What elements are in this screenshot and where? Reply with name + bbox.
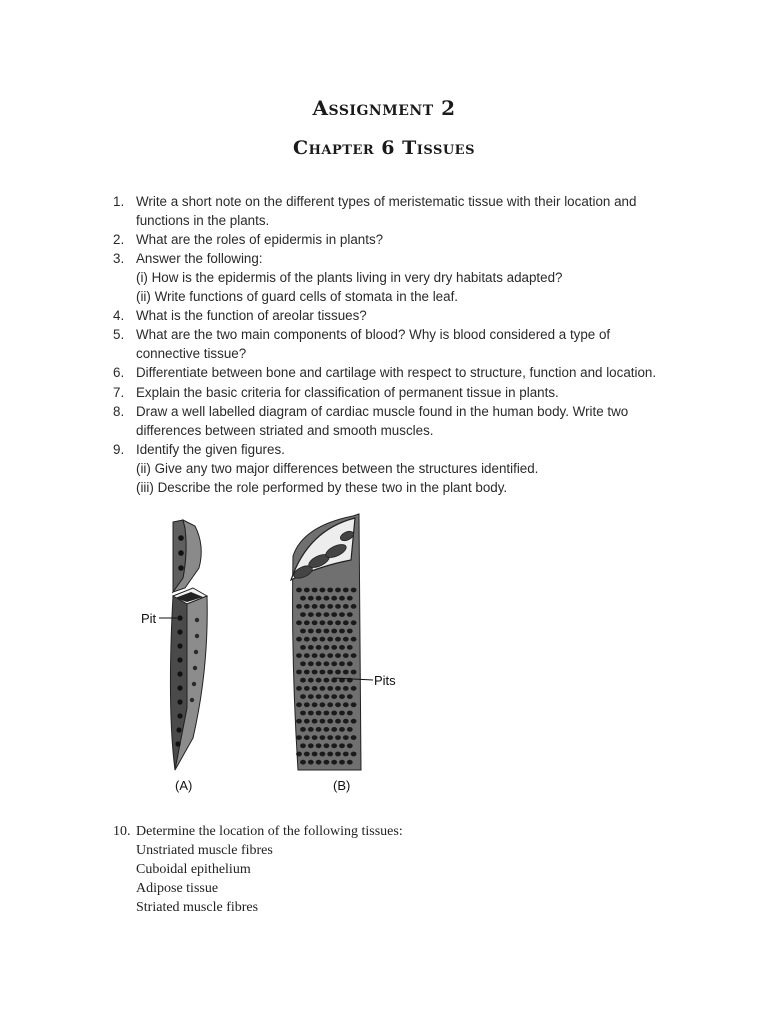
- vessel-pit: [335, 588, 341, 593]
- vessel-pit: [347, 727, 353, 732]
- vessel-pit: [351, 719, 357, 724]
- vessel-pit: [331, 694, 337, 699]
- vessel-pit: [312, 719, 318, 724]
- vessel-pit: [316, 760, 322, 765]
- vessel-pit: [331, 661, 337, 666]
- vessel-pit: [296, 604, 302, 609]
- vessel-pit: [327, 702, 333, 707]
- vessel-pit: [312, 637, 318, 642]
- vessel-pit: [343, 653, 349, 658]
- tissue-item: Cuboidal epithelium: [136, 862, 251, 877]
- vessel-pit: [308, 612, 314, 617]
- pit-label: Pit: [141, 611, 157, 626]
- vessel-pit: [327, 735, 333, 740]
- vessel-pit: [304, 604, 310, 609]
- vessel-pit: [335, 653, 341, 658]
- vessel-pit: [327, 686, 333, 691]
- vessel-pit: [312, 702, 318, 707]
- vessel-pit: [308, 743, 314, 748]
- vessel-pit: [331, 760, 337, 765]
- vessel-cell: [291, 514, 361, 770]
- vessel-pit: [339, 694, 345, 699]
- vessel-pit: [308, 661, 314, 666]
- vessel-pit: [339, 645, 345, 650]
- chapter-title: Chapter 6 Tissues: [293, 137, 475, 159]
- vessel-pit: [304, 735, 310, 740]
- question-number: 4.: [113, 308, 125, 323]
- vessel-pit: [304, 702, 310, 707]
- vessel-pit: [316, 711, 322, 716]
- vessel-pit: [312, 653, 318, 658]
- vessel-pit: [304, 653, 310, 658]
- vessel-pit: [320, 752, 326, 757]
- vessel-pit: [347, 629, 353, 634]
- question-subpart: (ii) Give any two major differences between the structures identified.: [136, 461, 539, 477]
- question-text: Differentiate between bone and cartilage with respect to structure, function and location.: [136, 365, 657, 380]
- vessel-pit: [300, 760, 306, 765]
- vessel-pit: [300, 727, 306, 732]
- question-number: 1.: [113, 194, 125, 209]
- vessel-pit: [316, 612, 322, 617]
- vessel-pit: [351, 752, 357, 757]
- vessel-pit: [320, 702, 326, 707]
- question-text: connective tissue?: [136, 346, 247, 362]
- vessel-pit: [343, 620, 349, 625]
- vessel-pit: [316, 678, 322, 683]
- vessel-pit: [331, 645, 337, 650]
- vessel-pit: [343, 670, 349, 675]
- vessel-pit: [327, 588, 333, 593]
- vessel-pit: [324, 743, 330, 748]
- vessel-pit: [351, 670, 357, 675]
- question-text: functions in the plants.: [136, 213, 270, 229]
- vessel-pit: [296, 686, 302, 691]
- assignment-title: Assignment 2: [312, 96, 456, 120]
- vessel-pit: [343, 752, 349, 757]
- question-number: 8.: [113, 404, 125, 419]
- vessel-pit: [351, 735, 357, 740]
- vessel-pit: [304, 620, 310, 625]
- vessel-pit: [320, 637, 326, 642]
- vessel-pit: [296, 653, 302, 658]
- question-number: 9.: [113, 442, 125, 457]
- vessel-pit: [324, 629, 330, 634]
- vessel-pit: [324, 727, 330, 732]
- vessel-pit: [304, 719, 310, 724]
- vessel-pit: [308, 629, 314, 634]
- caption-a: (A): [175, 778, 193, 793]
- vessel-pit: [351, 686, 357, 691]
- vessel-pit: [335, 719, 341, 724]
- vessel-pit: [308, 711, 314, 716]
- vessel-pit: [347, 645, 353, 650]
- vessel-pit: [296, 719, 302, 724]
- vessel-pit: [324, 661, 330, 666]
- vessel-pit: [339, 711, 345, 716]
- vessel-pit: [335, 702, 341, 707]
- vessel-pit: [316, 661, 322, 666]
- vessel-pit: [312, 686, 318, 691]
- vessel-pit: [320, 719, 326, 724]
- vessel-pit: [335, 686, 341, 691]
- caption-b: (B): [333, 778, 351, 793]
- vessel-pit: [335, 735, 341, 740]
- vessel-pit: [308, 727, 314, 732]
- vessel-pit: [300, 645, 306, 650]
- vessel-pit: [324, 612, 330, 617]
- vessel-pit: [335, 752, 341, 757]
- question-text: Identify the given figures.: [136, 442, 285, 457]
- vessel-pit: [304, 670, 310, 675]
- vessel-pit: [324, 678, 330, 683]
- vessel-pit: [316, 645, 322, 650]
- vessel-pit: [300, 694, 306, 699]
- vessel-pit: [308, 645, 314, 650]
- vessel-pit: [300, 629, 306, 634]
- vessel-pit: [343, 719, 349, 724]
- vessel-pit: [316, 727, 322, 732]
- vessel-pit: [316, 694, 322, 699]
- tracheid-top-fragment: [173, 520, 201, 592]
- vessel-pit: [351, 702, 357, 707]
- vessel-pit: [351, 653, 357, 658]
- vessel-pit: [343, 637, 349, 642]
- vessel-pit: [343, 686, 349, 691]
- vessel-pit: [312, 735, 318, 740]
- question-number: 10.: [113, 824, 131, 839]
- vessel-pit: [300, 661, 306, 666]
- vessel-pit: [351, 604, 357, 609]
- vessel-pit: [300, 711, 306, 716]
- vessel-pit: [320, 604, 326, 609]
- vessel-pit: [339, 760, 345, 765]
- vessel-pit: [339, 743, 345, 748]
- vessel-pit: [324, 596, 330, 601]
- question-subpart: (i) How is the epidermis of the plants living in very dry habitats adapted?: [136, 270, 563, 286]
- vessel-pit: [343, 735, 349, 740]
- question-text: What are the two main components of blood? Why is blood considered a type of: [136, 327, 611, 342]
- vessel-pit: [300, 612, 306, 617]
- vessel-pit: [347, 760, 353, 765]
- vessel-pit: [327, 637, 333, 642]
- question-text: What are the roles of epidermis in plants?: [136, 232, 384, 247]
- vessel-pit: [320, 588, 326, 593]
- vessel-pit: [343, 702, 349, 707]
- vessel-pit: [343, 604, 349, 609]
- tissue-item: Adipose tissue: [136, 881, 219, 896]
- vessel-pit: [331, 596, 337, 601]
- vessel-pit: [324, 760, 330, 765]
- vessel-pit: [304, 752, 310, 757]
- question-text: Determine the location of the following tissues:: [136, 824, 403, 839]
- vessel-pit: [339, 727, 345, 732]
- question-text: Write a short note on the different types of meristematic tissue with their location and: [136, 194, 637, 209]
- vessel-pit: [304, 588, 310, 593]
- vessel-pit: [335, 637, 341, 642]
- vessel-pit: [331, 711, 337, 716]
- vessel-pit: [320, 670, 326, 675]
- vessel-pit: [296, 735, 302, 740]
- vessel-pit: [339, 629, 345, 634]
- vessel-pit: [312, 752, 318, 757]
- pits-label: Pits: [374, 673, 396, 688]
- vessel-pit: [304, 686, 310, 691]
- vessel-pit: [308, 760, 314, 765]
- vessel-pit: [327, 620, 333, 625]
- tissue-item: Striated muscle fibres: [136, 900, 259, 915]
- vessel-pit: [316, 629, 322, 634]
- vessel-pit: [331, 612, 337, 617]
- vessel-pit: [324, 694, 330, 699]
- tissue-item: Unstriated muscle fibres: [136, 843, 273, 858]
- question-number: 7.: [113, 385, 125, 400]
- vessel-pit: [351, 637, 357, 642]
- vessel-pit: [331, 743, 337, 748]
- vessel-pit: [347, 596, 353, 601]
- question-number: 6.: [113, 365, 125, 380]
- xylem-figure: [133, 508, 408, 798]
- vessel-pit: [324, 711, 330, 716]
- question-subpart: (iii) Describe the role performed by these two in the plant body.: [136, 480, 508, 496]
- question-text: Answer the following:: [136, 251, 263, 266]
- vessel-pit: [320, 653, 326, 658]
- vessel-pit: [339, 661, 345, 666]
- vessel-pit: [347, 661, 353, 666]
- question-number: 5.: [113, 327, 125, 342]
- vessel-pit: [351, 588, 357, 593]
- vessel-pit: [316, 743, 322, 748]
- vessel-pit: [300, 596, 306, 601]
- question-text: What is the function of areolar tissues?: [136, 308, 367, 323]
- vessel-pit: [347, 694, 353, 699]
- vessel-pit: [320, 735, 326, 740]
- vessel-pit: [308, 694, 314, 699]
- vessel-pit: [296, 670, 302, 675]
- question-text: Draw a well labelled diagram of cardiac muscle found in the human body. Write two: [136, 404, 629, 419]
- vessel-pit: [347, 612, 353, 617]
- vessel-pit: [339, 596, 345, 601]
- question-number: 2.: [113, 232, 125, 247]
- vessel-pit: [351, 620, 357, 625]
- vessel-pit: [308, 678, 314, 683]
- question-number: 3.: [113, 251, 125, 266]
- vessel-pit: [300, 743, 306, 748]
- vessel-pit: [327, 752, 333, 757]
- vessel-pit: [327, 670, 333, 675]
- vessel-pit: [327, 719, 333, 724]
- vessel-pit: [296, 702, 302, 707]
- vessel-pit: [296, 752, 302, 757]
- vessel-pit: [343, 588, 349, 593]
- vessel-pit: [339, 612, 345, 617]
- vessel-pit: [320, 620, 326, 625]
- vessel-pit: [312, 620, 318, 625]
- vessel-pit: [316, 596, 322, 601]
- vessel-pit: [308, 596, 314, 601]
- vessel-pit: [331, 629, 337, 634]
- vessel-pit: [296, 637, 302, 642]
- vessel-pit: [324, 645, 330, 650]
- vessel-pit: [347, 743, 353, 748]
- tracheid-cell: [170, 588, 207, 770]
- vessel-pit: [335, 620, 341, 625]
- vessel-pit: [312, 670, 318, 675]
- vessel-pit: [296, 588, 302, 593]
- vessel-pit: [312, 588, 318, 593]
- vessel-pit: [312, 604, 318, 609]
- vessel-pit: [327, 653, 333, 658]
- vessel-pit: [304, 637, 310, 642]
- vessel-pit: [331, 727, 337, 732]
- vessel-pit: [335, 670, 341, 675]
- vessel-pit: [327, 604, 333, 609]
- question-subpart: (ii) Write functions of guard cells of stomata in the leaf.: [136, 289, 459, 305]
- vessel-pit: [335, 604, 341, 609]
- vessel-pit: [296, 620, 302, 625]
- vessel-pit: [347, 711, 353, 716]
- vessel-pit: [320, 686, 326, 691]
- vessel-pit: [300, 678, 306, 683]
- question-text: Explain the basic criteria for classification of permanent tissue in plants.: [136, 385, 559, 400]
- question-text: differences between striated and smooth muscles.: [136, 423, 434, 439]
